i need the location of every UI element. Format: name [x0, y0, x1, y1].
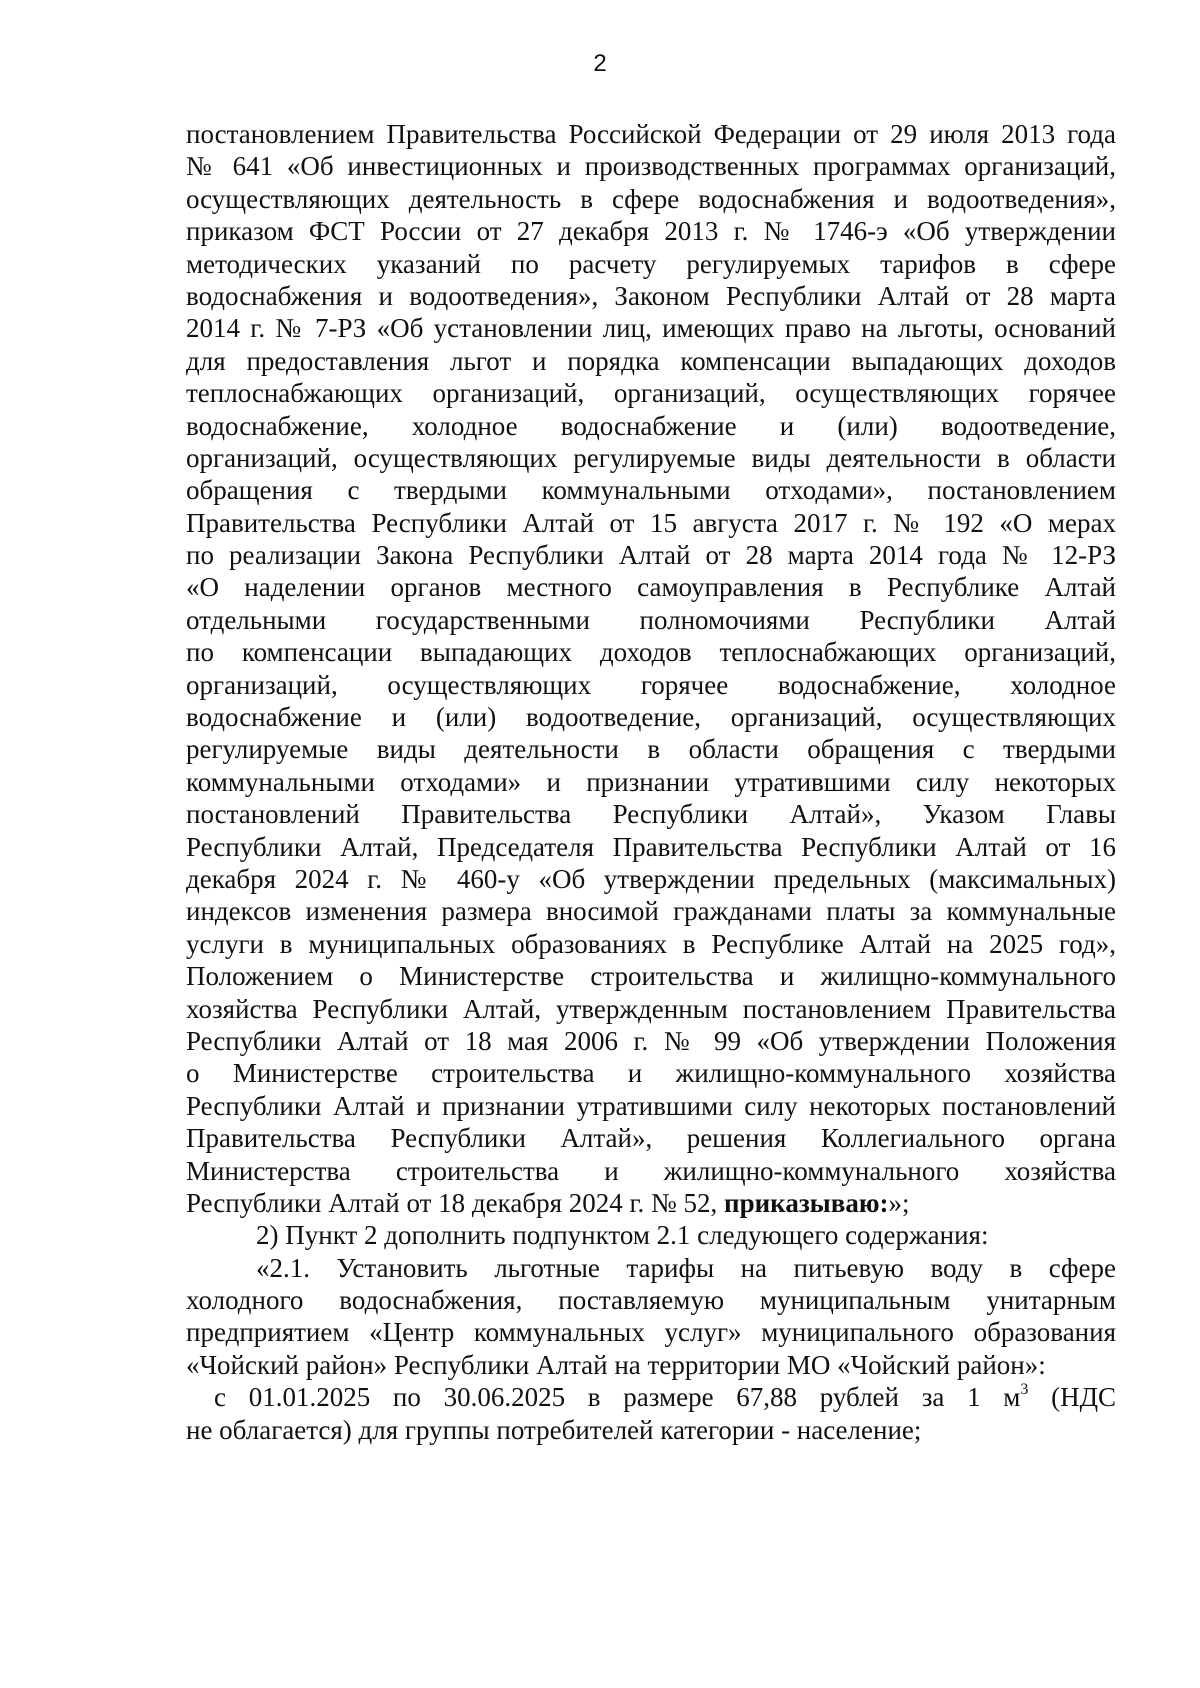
text-line: Республики Алтай, Председателя Правительства Республики Алтай от 16 [186, 831, 1116, 862]
text-line: теплоснабжающих организаций, организаций, осуществляющих горячее [186, 378, 1116, 409]
text-line: Республики Алтай и признании утратившими силу некоторых постановлений [186, 1090, 1116, 1121]
tariff-line-2: не облагается) для группы потребителей категории - население; [186, 1414, 922, 1445]
item-2-1-line: «2.1. Установить льготные тарифы на питьевую воду в сфере [256, 1252, 1116, 1283]
text-line: организаций, осуществляющих горячее водоснабжение, холодное [186, 669, 1116, 700]
text-line: организаций, осуществляющих регулируемые виды деятельности в области [186, 442, 1116, 473]
tariff-text: с 01.01.2025 по 30.06.2025 в размере 67,88 рублей за 1 м [214, 1382, 1021, 1413]
text-line: 2014 г. № 7-РЗ «Об установлении лиц, имеющих право на льготы, оснований [186, 313, 1116, 344]
text-line: постановлением Правительства Российской Федерации от 29 июля 2013 года [186, 119, 1116, 149]
text-line: водоснабжения и водоотведения», Законом Республики Алтай от 28 марта [186, 280, 1116, 311]
text-line: методических указаний по расчету регулируемых тарифов в сфере [186, 248, 1116, 279]
text-line: приказом ФСТ России от 27 декабря 2013 г. № 1746-э «Об утверждении [186, 216, 1116, 247]
text-line: регулируемые виды деятельности в области обращения с твердыми [186, 734, 1116, 765]
text-line: Правительства Республики Алтай», решения Коллегиального органа [186, 1123, 1116, 1154]
text-line: постановлений Правительства Республики Алтай», Указом Главы [186, 799, 1116, 830]
closing-line-tail: »; [888, 1187, 910, 1218]
text-line: о Министерстве строительства и жилищно-коммунального хозяйства [186, 1058, 1116, 1089]
text-line: Министерства строительства и жилищно-коммунального хозяйства [186, 1155, 1116, 1186]
item-2-1-line: холодного водоснабжения, поставляемую муниципальным унитарным [186, 1285, 1116, 1316]
closing-line-text: Республики Алтай от 18 декабря 2024 г. № 52, [186, 1187, 725, 1218]
text-line: «О наделении органов местного самоуправления в Республике Алтай [186, 572, 1116, 603]
text-line: № 641 «Об инвестиционных и производственных программах организаций, [186, 151, 1116, 182]
cubic-superscript: 3 [1020, 1381, 1029, 1399]
text-line: водоснабжение, холодное водоснабжение и (или) водоотведение, [186, 410, 1116, 441]
text-line: Положением о Министерстве строительства и жилищно-коммунального [186, 961, 1116, 992]
item-2-1-line: «Чойский район» Республики Алтай на территории МО «Чойский район»: [186, 1349, 1046, 1380]
text-line: обращения с твердыми коммунальными отходами», постановлением [186, 475, 1116, 506]
text-line: хозяйства Республики Алтай, утвержденным постановлением Правительства [186, 993, 1116, 1024]
page-number: 2 [593, 50, 607, 77]
text-line: декабря 2024 г. № 460-у «Об утверждении предельных (максимальных) [186, 863, 1116, 894]
item-2-line: 2) Пункт 2 дополнить подпунктом 2.1 следующего содержания: [256, 1220, 989, 1251]
text-line: услуги в муниципальных образованиях в Республике Алтай на 2025 год», [186, 928, 1116, 959]
text-line: для предоставления льгот и порядка компенсации выпадающих доходов [186, 345, 1116, 376]
text-line: осуществляющих деятельность в сфере водоснабжения и водоотведения», [186, 183, 1116, 214]
tariff-line [186, 1381, 1116, 1413]
text-line: по компенсации выпадающих доходов теплоснабжающих организаций, [186, 637, 1116, 668]
text-line: Правительства Республики Алтай от 15 августа 2017 г. № 192 «О мерах [186, 507, 1116, 538]
order-word: приказываю: [724, 1187, 889, 1218]
document-body [186, 118, 1116, 1446]
closing-line [186, 1187, 1116, 1219]
item-2-1-line: предприятием «Центр коммунальных услуг» муниципального образования [186, 1317, 1116, 1348]
text-line: коммунальными отходами» и признании утратившими силу некоторых [186, 766, 1116, 797]
text-line: Республики Алтай от 18 мая 2006 г. № 99 «Об утверждении Положения [186, 1025, 1116, 1056]
text-line: отдельными государственными полномочиями Республики Алтай [186, 604, 1116, 635]
text-line: индексов изменения размера вносимой гражданами платы за коммунальные [186, 896, 1116, 927]
tariff-text-tail: (НДС [1028, 1382, 1117, 1413]
text-line: по реализации Закона Республики Алтай от 28 марта 2014 года № 12-РЗ [186, 540, 1116, 571]
text-line: водоснабжение и (или) водоотведение, организаций, осуществляющих [186, 702, 1116, 733]
